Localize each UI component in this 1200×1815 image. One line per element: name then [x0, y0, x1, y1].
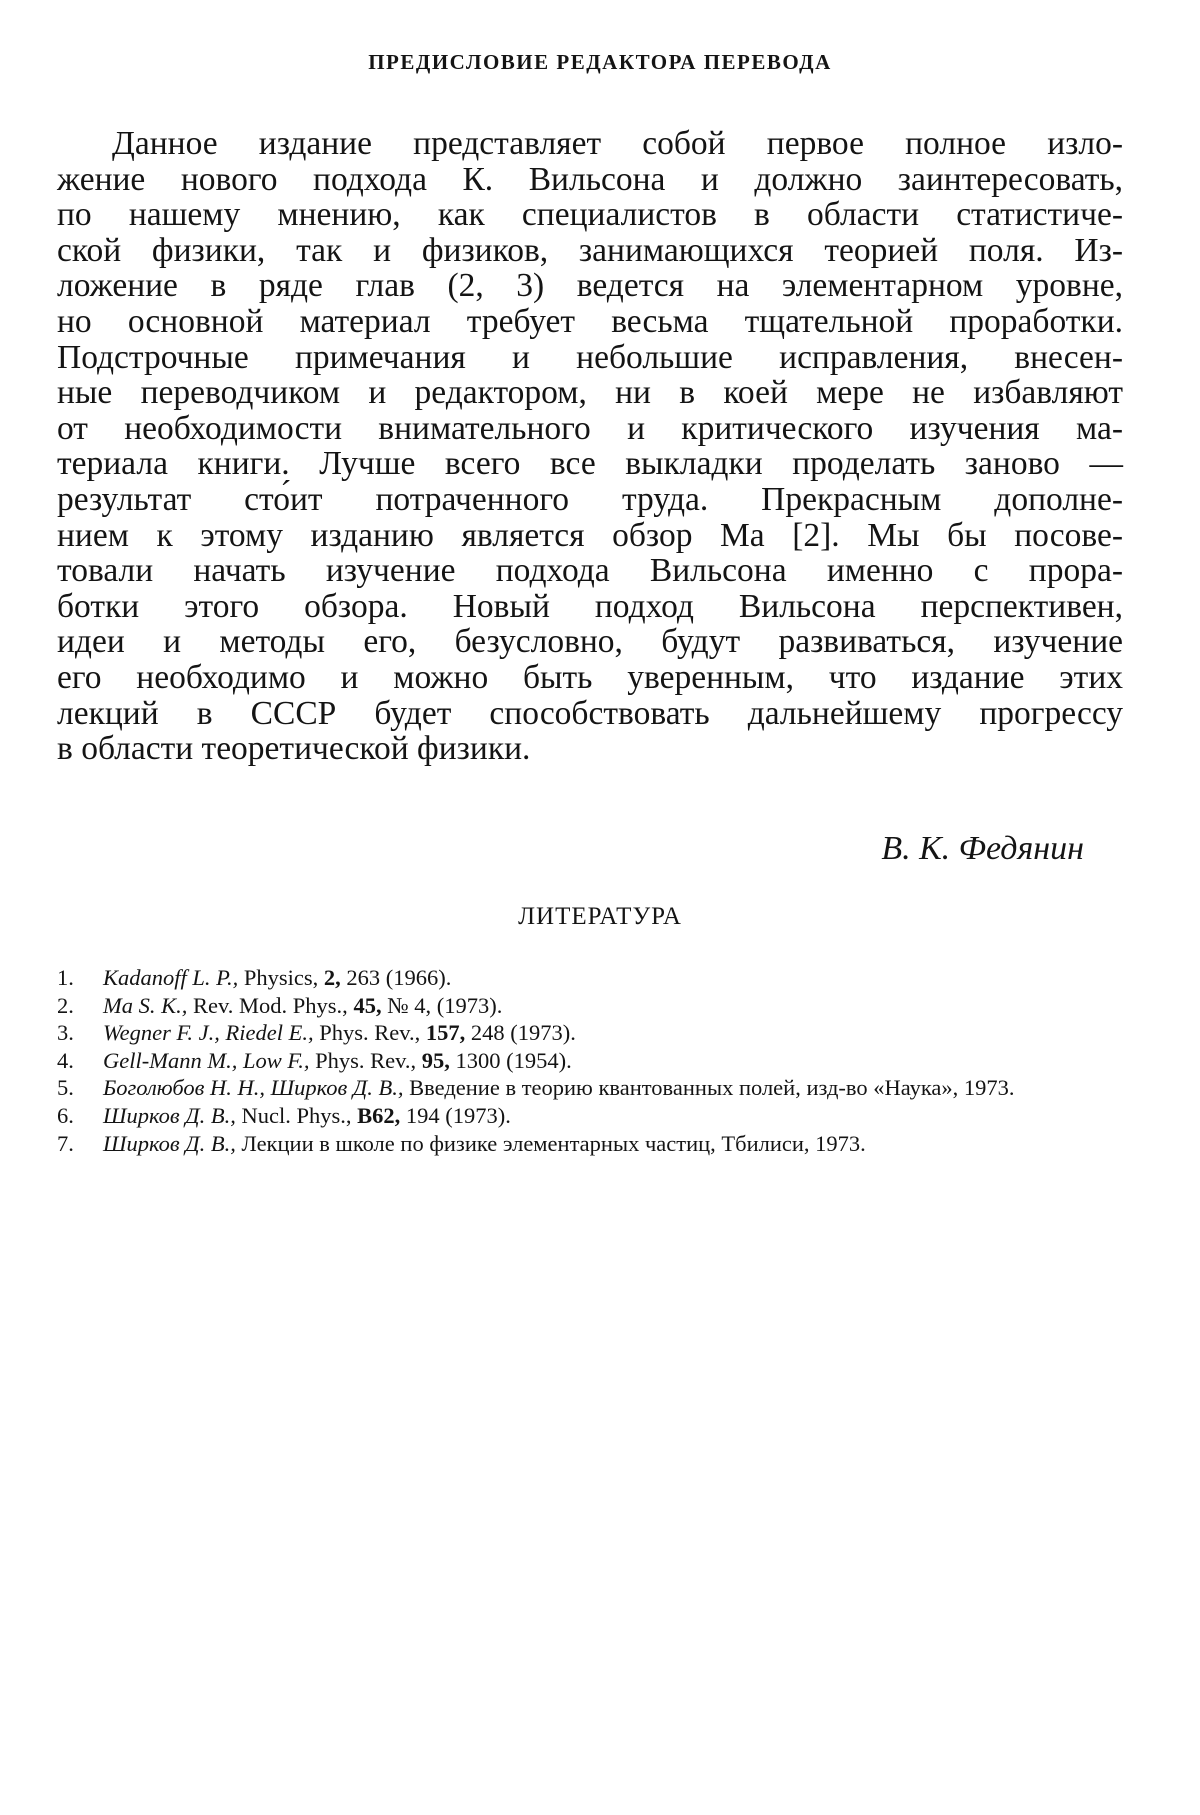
text-line: Данное издание представляет собой первое полное изло- [57, 126, 1123, 162]
reference-details: 263 (1966). [341, 965, 452, 990]
text-line: его необходимо и можно быть уверенным, что издание этих [57, 660, 1123, 696]
reference-number: 7. [57, 1130, 74, 1158]
reference-item [57, 1074, 1123, 1102]
reference-number: 1. [57, 964, 74, 992]
text-line: ботки этого обзора. Новый подход Вильсона перспективен, [57, 589, 1123, 625]
reference-number: 4. [57, 1047, 74, 1075]
reference-item [57, 1019, 1123, 1047]
reference-details: 1300 (1954). [450, 1048, 572, 1073]
text-line: в области теоретической физики. [57, 731, 1123, 767]
text-line: лекций в СССР будет способствовать дальнейшему прогрессу [57, 696, 1123, 732]
reference-volume: 45, [353, 993, 381, 1018]
reference-authors: Wegner F. J., Riedel E., [103, 1020, 314, 1045]
text-line: ложение в ряде глав (2, 3) ведется на элементарном уровне, [57, 268, 1123, 304]
text-line: товали начать изучение подхода Вильсона именно с прора- [57, 553, 1123, 589]
literature-title: ЛИТЕРАТУРА [0, 903, 1200, 931]
page-heading: ПРЕДИСЛОВИЕ РЕДАКТОРА ПЕРЕВОДА [0, 50, 1200, 75]
text-line: ской физики, так и физиков, занимающихся теорией поля. Из- [57, 233, 1123, 269]
text-line: но основной материал требует весьма тщательной проработки. [57, 304, 1123, 340]
reference-number: 3. [57, 1019, 74, 1047]
preface-paragraph [57, 126, 1123, 767]
reference-source: Phys. Rev., [309, 1048, 421, 1073]
reference-authors: Ширков Д. В., [103, 1131, 236, 1156]
document-page [0, 0, 1200, 1815]
reference-item [57, 1047, 1123, 1075]
text-line: Подстрочные примечания и небольшие исправления, внесен- [57, 340, 1123, 376]
reference-volume: 2, [324, 965, 341, 990]
reference-item [57, 964, 1123, 992]
reference-details: № 4, (1973). [382, 993, 503, 1018]
text-line: ные переводчиком и редактором, ни в коей мере не избавляют [57, 375, 1123, 411]
text-line: по нашему мнению, как специалистов в области статистиче- [57, 197, 1123, 233]
reference-source: Nucl. Phys., [236, 1103, 357, 1128]
reference-authors: Kadanoff L. P., [103, 965, 238, 990]
reference-item [57, 992, 1123, 1020]
reference-authors: Ширков Д. В., [103, 1103, 236, 1128]
reference-item [57, 1102, 1123, 1130]
reference-volume: B62, [357, 1103, 400, 1128]
text-line: от необходимости внимательного и критического изучения ма- [57, 411, 1123, 447]
reference-number: 6. [57, 1102, 74, 1130]
editor-signature: В. К. Федянин [881, 830, 1084, 868]
text-line: результат сто́ит потраченного труда. Прекрасным дополне- [57, 482, 1123, 518]
reference-item [57, 1130, 1123, 1158]
reference-source: Лекции в школе по физике элементарных частиц, Тбилиси, 1973. [236, 1131, 866, 1156]
text-line: териала книги. Лучше всего все выкладки проделать заново — [57, 446, 1123, 482]
reference-volume: 157, [426, 1020, 465, 1045]
reference-authors: Боголюбов Н. Н., Ширков Д. В., [103, 1075, 404, 1100]
text-line: жение нового подхода К. Вильсона и должно заинтересовать, [57, 162, 1123, 198]
reference-details: 248 (1973). [465, 1020, 576, 1045]
reference-number: 2. [57, 992, 74, 1020]
reference-source: Введение в теорию квантованных полей, изд-во «Наука», 1973. [404, 1075, 1015, 1100]
reference-source: Phys. Rev., [314, 1020, 426, 1045]
text-line: идеи и методы его, безусловно, будут развиваться, изучение [57, 624, 1123, 660]
reference-list [57, 964, 1123, 1157]
reference-source: Rev. Mod. Phys., [187, 993, 353, 1018]
reference-volume: 95, [422, 1048, 450, 1073]
reference-source: Physics, [238, 965, 324, 990]
reference-authors: Gell-Mann M., Low F., [103, 1048, 309, 1073]
reference-authors: Ma S. K., [103, 993, 187, 1018]
reference-number: 5. [57, 1074, 74, 1102]
text-line: нием к этому изданию является обзор Ма [2]. Мы бы посове- [57, 518, 1123, 554]
reference-details: 194 (1973). [400, 1103, 511, 1128]
